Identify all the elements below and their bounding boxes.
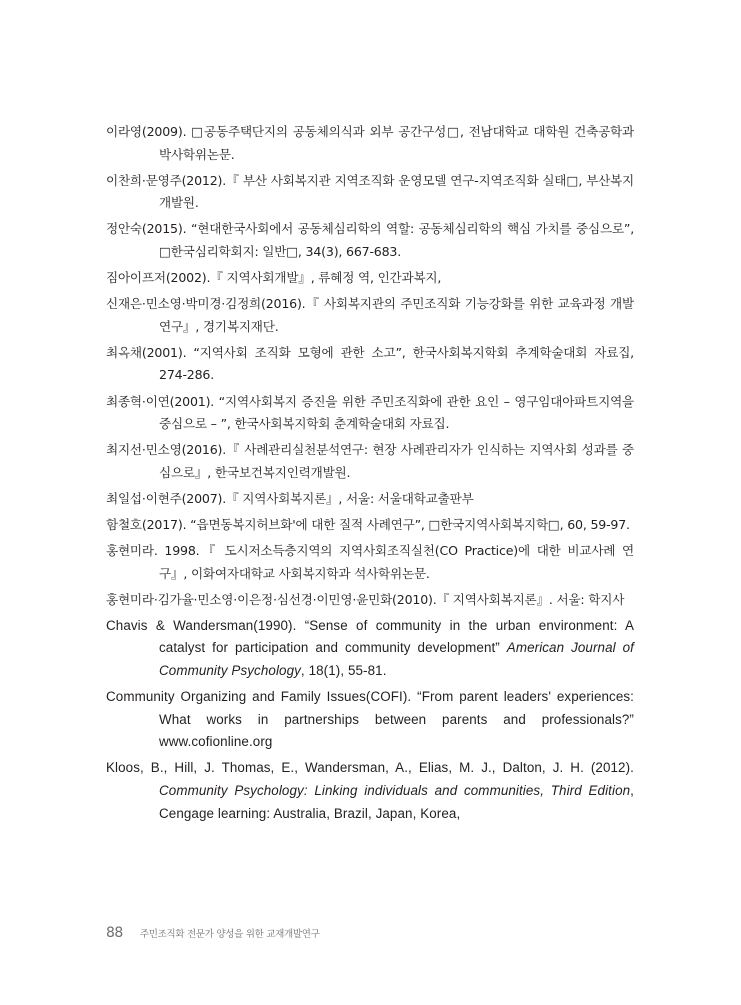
reference-list: [106, 121, 634, 829]
reference-text: 최종혁·이연(2001). “지역사회복지 증진을 위한 주민조직화에 관한 요인 – 영구임대아파트지역을 중심으로 – ”, 한국사회복지학회 춘계학술대회 자료집.: [106, 393, 634, 432]
reference-text: 이찬희·문영주(2012).『 부산 사회복지관 지역조직화 운영모델 연구-지역조직화 실태□, 부산복지개발원.: [106, 172, 634, 211]
reference-entry: [106, 293, 634, 338]
reference-title-italic: Community Psychology: Linking individuals and communities, Third Edition: [159, 783, 631, 799]
reference-text: Kloos, B., Hill, J. Thomas, E., Wandersman, A., Elias, M. J., Dalton, J. H. (2012).: [106, 760, 634, 776]
reference-text: , 18(1), 55-81.: [300, 663, 387, 679]
reference-entry: [106, 218, 634, 263]
reference-entry: [106, 757, 634, 825]
running-title: 주민조직화 전문가 양성을 위한 교재개발연구: [139, 929, 320, 940]
reference-entry: [106, 540, 634, 585]
reference-text: 홍현미라. 1998.『 도시저소득층지역의 지역사회조직실천(CO Practice)에 대한 비교사례 연구』, 이화여자대학교 사회복지학과 석사학위논문.: [106, 543, 634, 581]
reference-text: 최옥채(2001). “지역사회 조직화 모형에 관한 소고”, 한국사회복지학회 추계학술대회 자료집, 274-286.: [106, 344, 634, 383]
reference-entry: [106, 686, 634, 754]
reference-text: 최지선·민소영(2016).『 사례관리실천분석연구: 현장 사례관리자가 인식하는 지역사회 성과를 중심으로』, 한국보건복지인력개발원.: [106, 442, 634, 480]
reference-entry: [106, 514, 634, 537]
reference-text: 이라영(2009). □공동주택단지의 공동체의식과 외부 공간구성□, 전남대학교 대학원 건축공학과 박사학위논문.: [106, 124, 634, 162]
reference-text: Community Organizing and Family Issues(COFI). “From parent leaders' experiences: What works in partnerships between parents and professionals?” www.cofionline.org: [106, 689, 634, 750]
reference-text: 정안숙(2015). “현대한국사회에서 공동체심리학의 역할: 공동체심리학의 핵심 가치를 중심으로”, □한국심리학회지: 일반□, 34(3), 667-683.: [106, 221, 634, 259]
page-footer: [106, 922, 319, 941]
reference-entry: [106, 615, 634, 683]
reference-entry: [106, 589, 634, 612]
reference-entry: [106, 488, 634, 511]
reference-text: , Cengage learning: Australia, Brazil, Japan, Korea,: [159, 783, 634, 821]
reference-text: 신재은·민소영·박미경·김정희(2016).『 사회복지관의 주민조직화 기능강화를 위한 교육과정 개발 연구』, 경기복지재단.: [106, 296, 634, 334]
reference-text: Chavis & Wandersman(1990). “Sense of community in the urban environment: A catalyst for participation and community development”: [106, 617, 634, 656]
reference-entry: [106, 342, 634, 387]
page-number: 88: [106, 925, 123, 941]
reference-entry: [106, 439, 634, 484]
reference-text: 홍현미라·김가율·민소영·이은정·심선경·이민영·윤민화(2010).『 지역사회복지론』. 서울: 학지사: [106, 591, 625, 607]
reference-entry: [106, 267, 634, 290]
reference-entry: [106, 121, 634, 166]
reference-entry: [106, 170, 634, 215]
reference-text: 함철호(2017). “읍면동복지허브화'에 대한 질적 사례연구”, □한국지역사회복지학□, 60, 59-97.: [106, 517, 630, 532]
reference-entry: [106, 391, 634, 436]
reference-text: 최일섭·이현주(2007).『 지역사회복지론』, 서울: 서울대학교출판부: [106, 490, 474, 506]
reference-title-italic: American Journal of Community Psychology: [159, 640, 634, 679]
reference-text: 짐아이프저(2002).『 지역사회개발』, 류혜정 역, 인간과복지,: [106, 270, 442, 286]
